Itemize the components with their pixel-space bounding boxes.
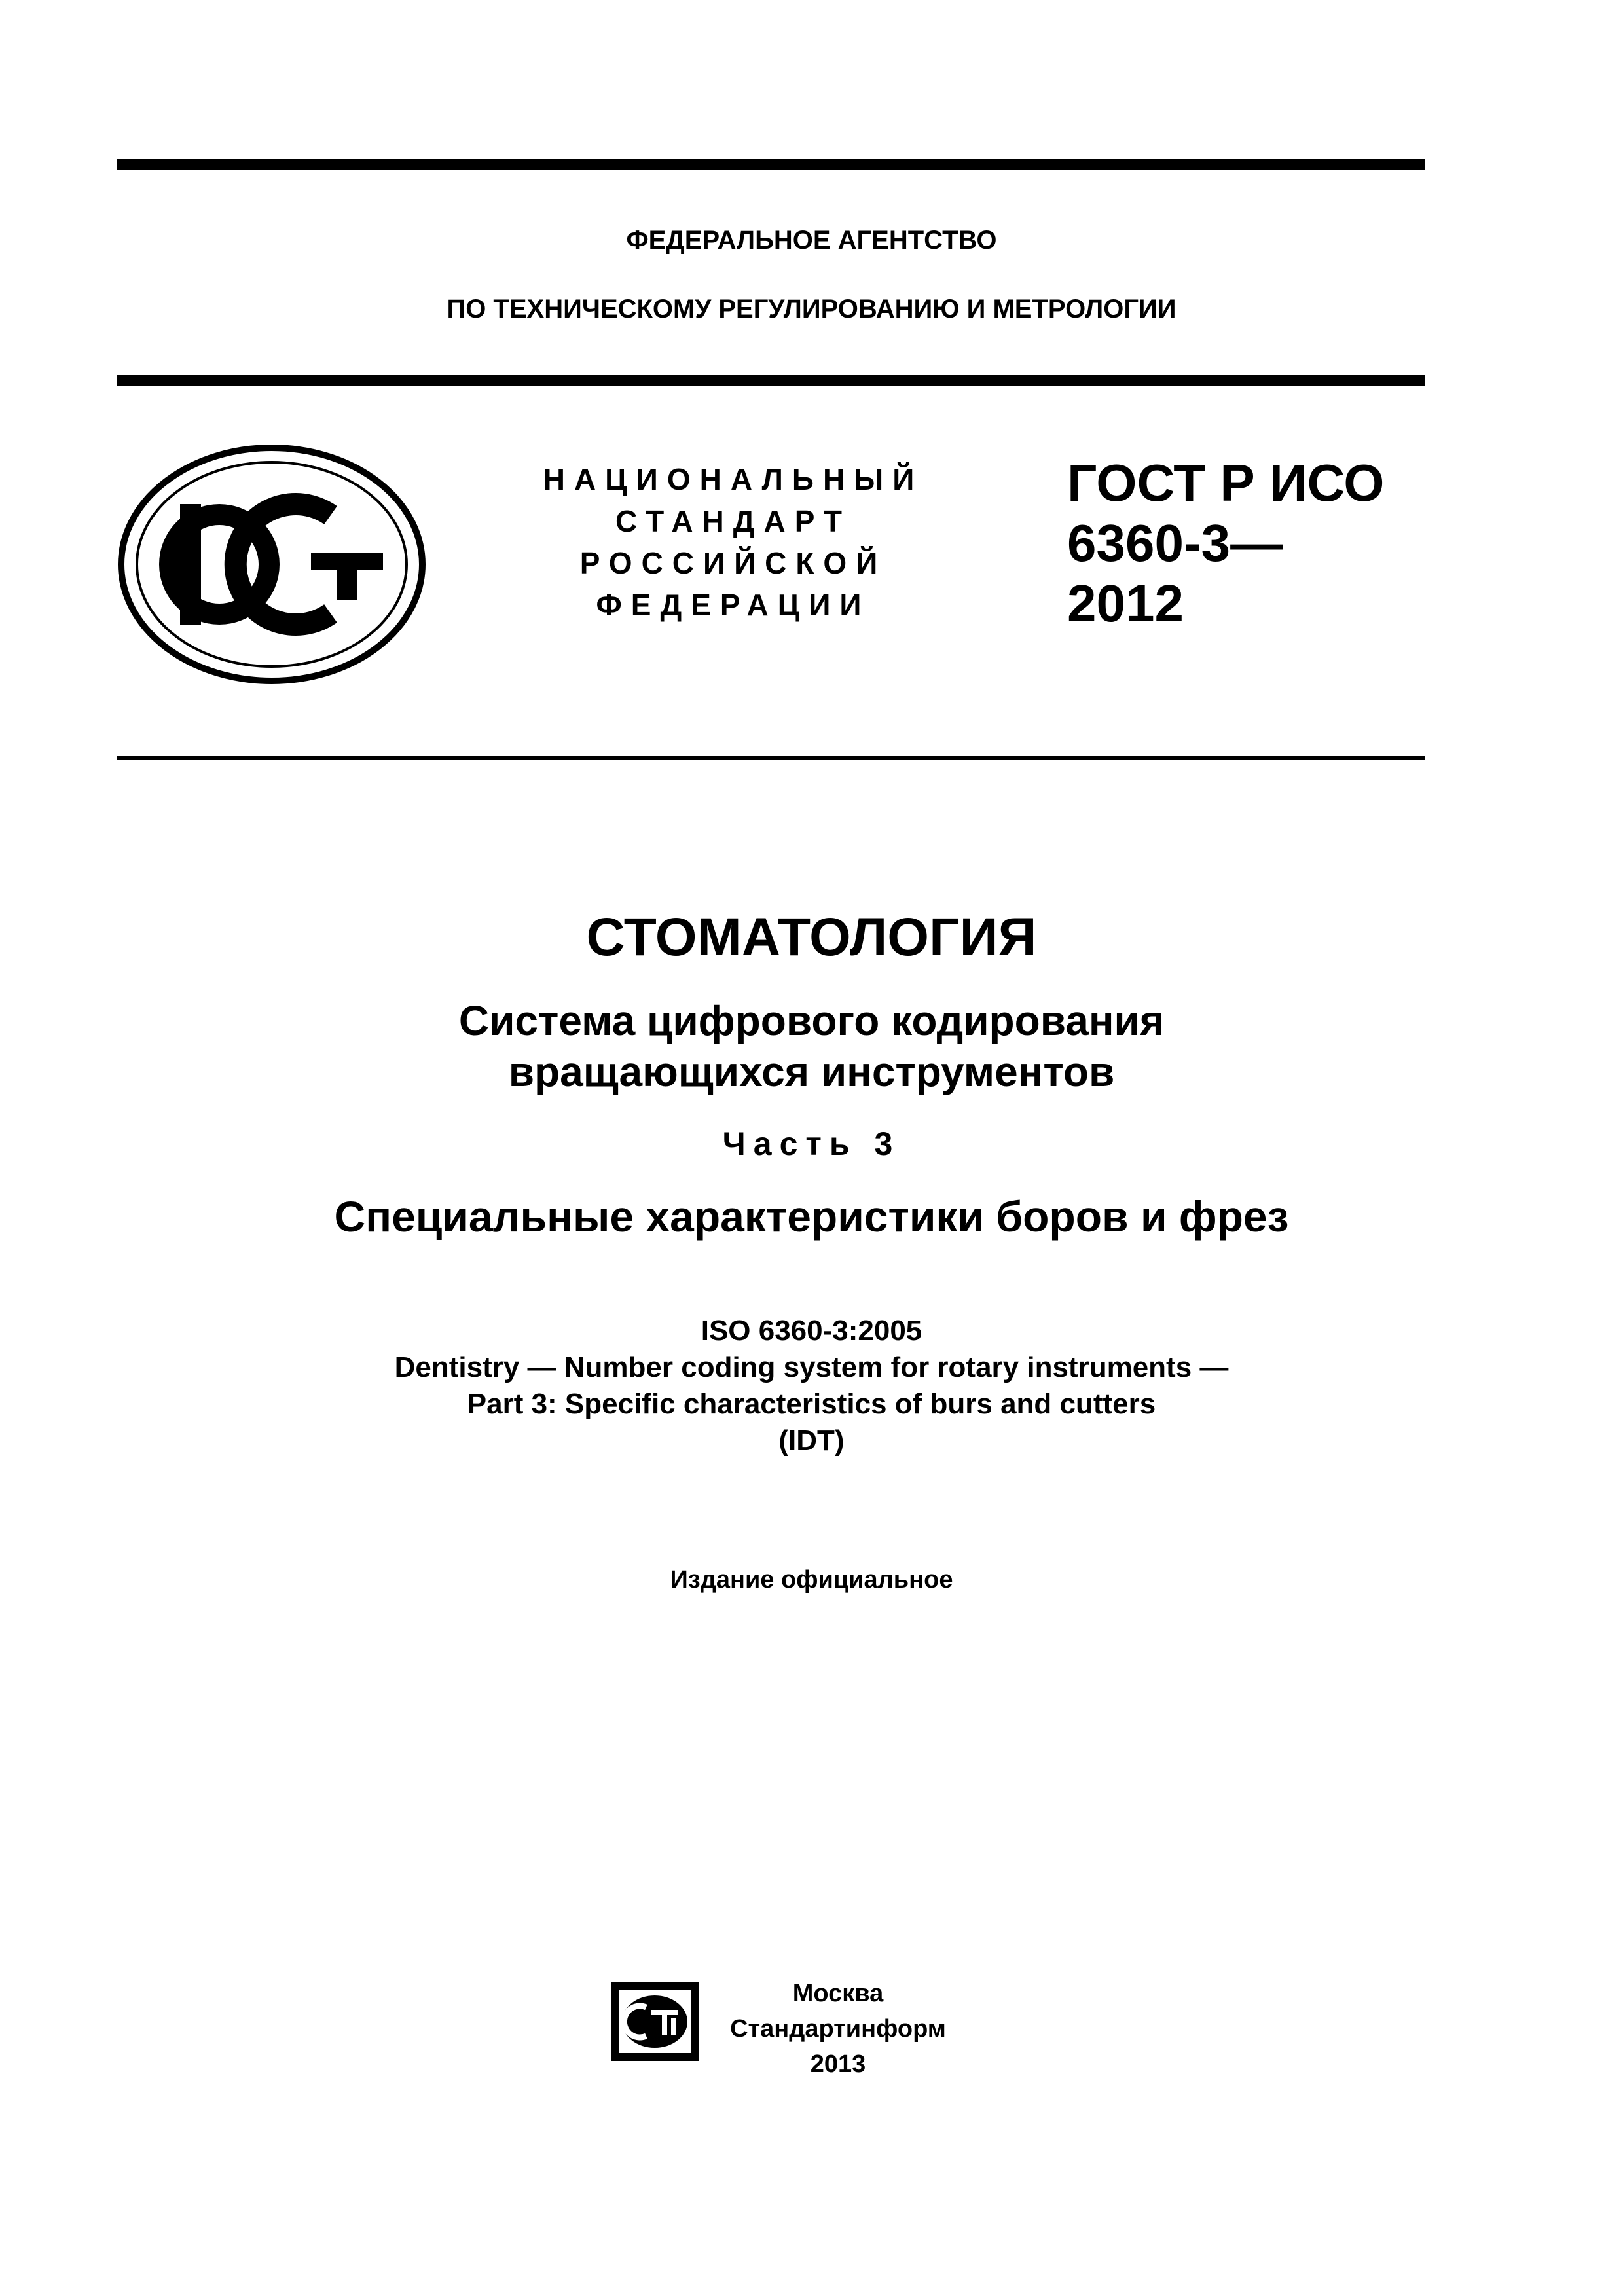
agency-line-2: ПО ТЕХНИЧЕСКОМУ РЕГУЛИРОВАНИЮ И МЕТРОЛОГИИ (447, 295, 1176, 323)
gost-rst-logo (115, 440, 429, 689)
sti-logo-icon (606, 1978, 704, 2065)
publisher-logo (606, 1978, 704, 2065)
publisher-city: Москва (792, 1980, 884, 2007)
part-title: Специальные характеристики боров и фрез (334, 1192, 1289, 1241)
designation-line-3: 2012 (1067, 574, 1184, 632)
iso-line-3: Part 3: Specific characteristics of burs and cutters (467, 1388, 1156, 1420)
standard-designation (1067, 453, 1385, 634)
header-rule (117, 375, 1425, 386)
designation-line-1: ГОСТ Р ИСО (1067, 454, 1385, 512)
natstd-line-2: СТАНДАРТ (615, 504, 851, 538)
natstd-line-1: НАЦИОНАЛЬНЫЙ (543, 462, 924, 496)
publisher-name: Стандартинформ (730, 2015, 946, 2043)
edition-label: Издание официальное (670, 1566, 953, 1594)
agency-line-1: ФЕДЕРАЛЬНОЕ АГЕНТСТВО (626, 226, 997, 255)
iso-line-4: (IDT) (778, 1425, 845, 1457)
rst-logo-icon (115, 440, 429, 689)
document-subtitle (0, 995, 1623, 1097)
top-rule (117, 159, 1425, 170)
block-rule (117, 756, 1425, 760)
national-standard-label (484, 458, 982, 626)
document-title: СТОМАТОЛОГИЯ (586, 907, 1037, 967)
iso-reference (0, 1313, 1623, 1459)
iso-line-2: Dentistry — Number coding system for rotary instruments — (394, 1351, 1229, 1383)
publisher-year: 2013 (810, 2050, 866, 2078)
part-number: Часть 3 (722, 1125, 901, 1162)
subtitle-line-2: вращающихся инструментов (508, 1048, 1115, 1095)
publisher-info (720, 1976, 956, 2082)
designation-line-2: 6360-3— (1067, 514, 1283, 572)
iso-line-1: ISO 6360-3:2005 (701, 1315, 922, 1347)
natstd-line-4: ФЕДЕРАЦИИ (596, 588, 871, 622)
natstd-line-3: РОССИЙСКОЙ (579, 546, 887, 580)
subtitle-line-1: Система цифрового кодирования (458, 997, 1165, 1044)
